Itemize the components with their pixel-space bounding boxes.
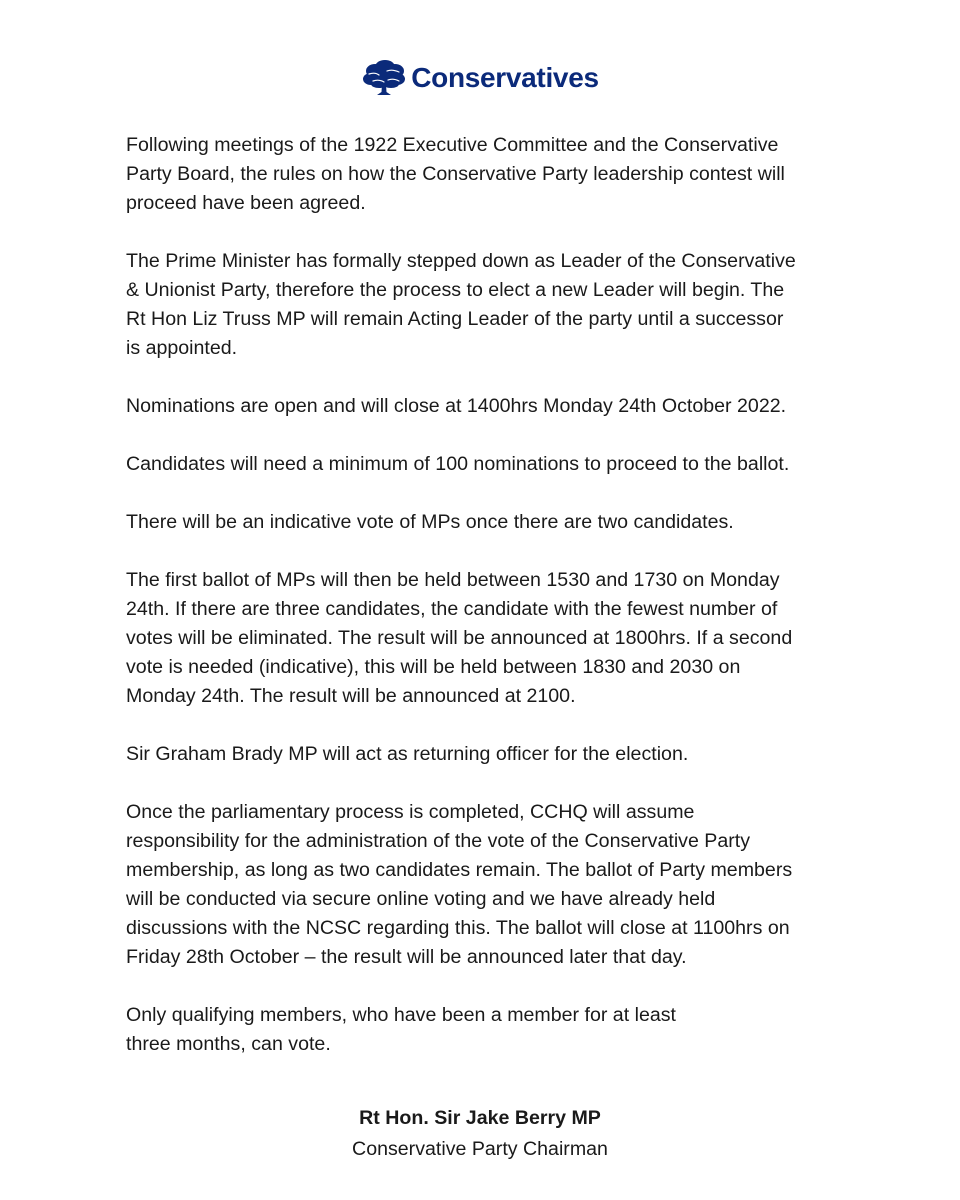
paragraph: Sir Graham Brady MP will act as returning officer for the election. — [126, 743, 689, 765]
paragraph: Only qualifying members, who have been a member for at least three months, can vote. — [126, 1004, 676, 1055]
tree-icon — [361, 58, 407, 98]
signatory-title: Conservative Party Chairman — [352, 1138, 608, 1160]
paragraph: Nominations are open and will close at 1400hrs Monday 24th October 2022. — [126, 395, 787, 417]
paragraph: Following meetings of the 1922 Executive Committee and the Conservative Party Board, the rules on how the Conservative Party leadership contest will proceed have been agreed. — [126, 134, 785, 214]
paragraph: The first ballot of MPs will then be held between 1530 and 1730 on Monday 24th. If there are three candidates, the candidate with the fewest number of votes will be eliminated. The result will be announced at 1800hrs. If a second vote is needed (indicative), this will be held between 1830 and 2030 on Monday 24th. The result will be announced at 2100. — [126, 569, 793, 707]
paragraph: Once the parliamentary process is completed, CCHQ will assume responsibility for the administration of the vote of the Conservative Party membership, as long as two candidates remain. The ballot of Party members will be conducted via secure online voting and we have already held discussions with the NCSC regarding this. The ballot will close at 1100hrs on Friday 28th October – the result will be announced later that day. — [126, 801, 793, 968]
signatory-name: Rt Hon. Sir Jake Berry MP — [359, 1107, 601, 1129]
signature-block — [0, 1103, 960, 1165]
paragraph: There will be an indicative vote of MPs once there are two candidates. — [126, 511, 734, 533]
paragraph: The Prime Minister has formally stepped down as Leader of the Conservative & Unionist Party, therefore the process to elect a new Leader will begin. The Rt Hon Liz Truss MP will remain Acting Leader of the party until a successor is appointed. — [126, 250, 796, 359]
conservatives-logo — [361, 58, 599, 98]
logo-wordmark: Conservatives — [411, 62, 599, 93]
header — [0, 58, 960, 98]
paragraph: Candidates will need a minimum of 100 nominations to proceed to the ballot. — [126, 453, 790, 475]
statement-body — [126, 131, 856, 1088]
